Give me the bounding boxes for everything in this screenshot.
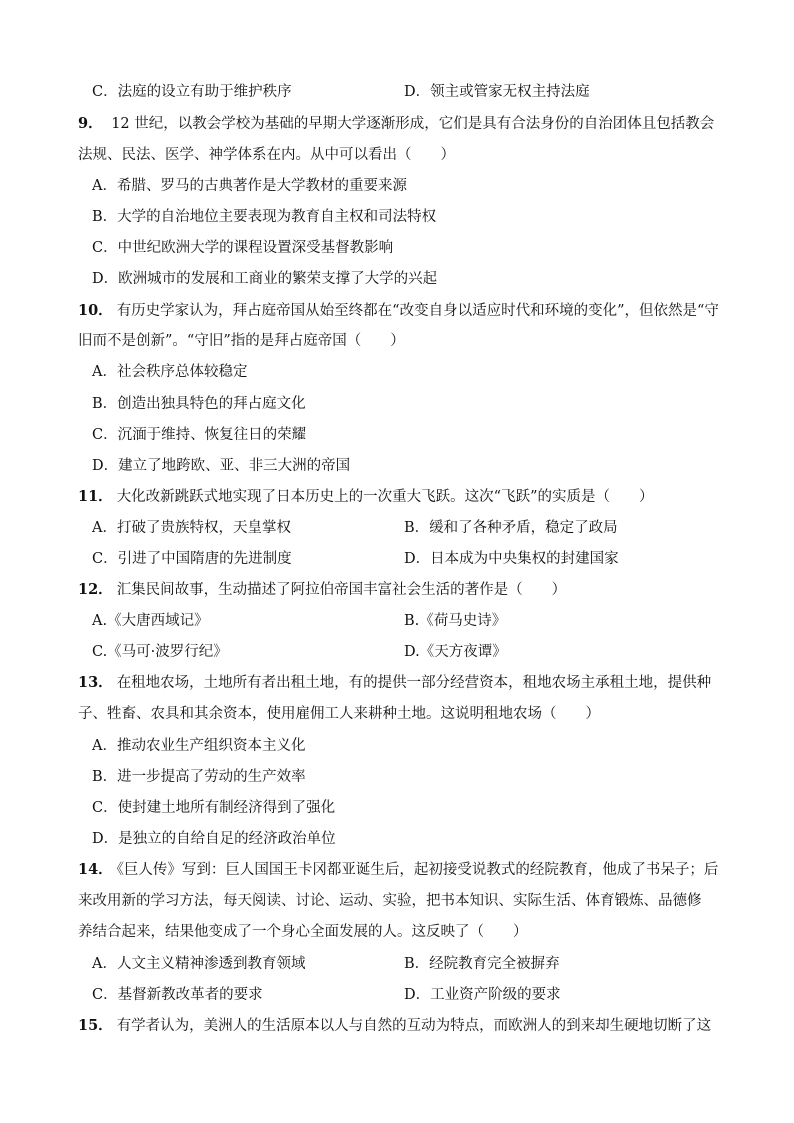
q11-option-b: B．缓和了各种矛盾，稳定了政局: [404, 520, 618, 536]
q9-number: 9．: [78, 115, 103, 132]
q14-option-a: A．人文主义精神渗透到教育领域: [92, 956, 306, 972]
q15-number: 15．: [78, 1017, 113, 1034]
q14-stem-text1: 《巨人传》写到：巨人国国王卡冈都亚诞生后，起初接受说教式的经院教育，他成了书呆子；后: [116, 862, 719, 878]
q10-number: 10．: [78, 302, 113, 319]
q13-option-c: C．使封建土地所有制经济得到了强化: [92, 800, 336, 816]
q9-stem-text1: 12 世纪，以教会学校为基础的早期大学逐渐形成，它们是具有合法身份的自治团体且包括教会: [106, 116, 715, 132]
q13-stem-line2: 子、牲畜、农具和其余资本，使用雇佣工人来耕种土地。这说明租地农场（ ）: [78, 706, 600, 722]
q14-option-b: B．经院教育完全被摒弃: [404, 956, 560, 972]
q8-option-d: D．领主或管家无权主持法庭: [404, 84, 590, 100]
q15-stem-line1: [78, 1016, 711, 1036]
q9-stem-line2: 法规、民法、医学、神学体系在内。从中可以看出（ ）: [78, 147, 455, 163]
q9-option-c: C．中世纪欧洲大学的课程设置深受基督教影响: [92, 240, 394, 256]
q9-option-b: B．大学的自治地位主要表现为教育自主权和司法特权: [92, 209, 437, 225]
q14-number: 14．: [78, 861, 113, 878]
q10-stem-line1: [78, 301, 719, 321]
q12-number: 12．: [78, 581, 113, 598]
q10-option-c: C．沉湎于维持、恢复往日的荣耀: [92, 427, 307, 443]
q9-stem-line1: [78, 114, 714, 134]
q14-option-d: D．工业资产阶级的要求: [404, 987, 561, 1003]
q12-option-b: B.《荷马史诗》: [404, 613, 507, 629]
q14-option-c: C．基督新教改革者的要求: [92, 987, 263, 1003]
q11-option-c: C．引进了中国隋唐的先进制度: [92, 551, 292, 567]
q12-stem: [78, 580, 566, 600]
q13-option-b: B．进一步提高了劳动的生产效率: [92, 769, 306, 785]
q10-stem-text1: 有历史学家认为，拜占庭帝国从始至终都在“改变自身以适应时代和环境的变化”，但依然是“守: [116, 303, 719, 319]
q13-stem-line1: [78, 673, 711, 693]
q10-option-b: B．创造出独具特色的拜占庭文化: [92, 396, 306, 412]
q11-stem-text: 大化改新跳跃式地实现了日本历史上的一次重大飞跃。这次“飞跃”的实质是（ ）: [116, 489, 654, 505]
q14-stem-line1: [78, 860, 718, 880]
q12-option-d: D.《天方夜谭》: [404, 644, 507, 660]
q10-option-a: A．社会秩序总体较稳定: [92, 364, 248, 380]
q13-option-a: A．推动农业生产组织资本主义化: [92, 738, 306, 754]
q12-option-c: C.《马可·波罗行纪》: [92, 644, 228, 660]
q14-stem-line2: 来改用新的学习方法，每天阅读、讨论、运动、实验，把书本知识、实际生活、体育锻炼、品德修: [78, 893, 702, 909]
q14-stem-line3: 养结合起来，结果他变成了一个身心全面发展的人。这反映了（ ）: [78, 924, 528, 940]
q11-option-d: D．日本成为中央集权的封建国家: [404, 551, 619, 567]
q13-stem-text1: 在租地农场，土地所有者出租土地，有的提供一部分经营资本，租地农场主承租土地，提供种: [116, 675, 712, 691]
q11-option-a: A．打破了贵族特权，天皇掌权: [92, 520, 291, 536]
q9-option-a: A．希腊、罗马的古典著作是大学教材的重要来源: [92, 178, 407, 194]
q13-number: 13．: [78, 674, 113, 691]
q12-option-a: A.《大唐西域记》: [92, 613, 209, 629]
q12-stem-text: 汇集民间故事，生动描述了阿拉伯帝国丰富社会生活的著作是（ ）: [116, 582, 567, 598]
q11-stem: [78, 487, 654, 507]
q11-number: 11．: [78, 488, 113, 505]
q13-option-d: D．是独立的自给自足的经济政治单位: [92, 831, 336, 847]
q10-option-d: D．建立了地跨欧、亚、非三大洲的帝国: [92, 458, 351, 474]
q9-option-d: D．欧洲城市的发展和工商业的繁荣支撑了大学的兴起: [92, 271, 438, 287]
q8-option-c: C．法庭的设立有助于维护秩序: [92, 84, 292, 100]
q10-stem-line2: 旧而不是创新”。“守旧”指的是拜占庭帝国（ ）: [78, 333, 405, 349]
q15-stem-text1: 有学者认为，美洲人的生活原本以人与自然的互动为特点，而欧洲人的到来却生硬地切断了这: [116, 1018, 712, 1034]
